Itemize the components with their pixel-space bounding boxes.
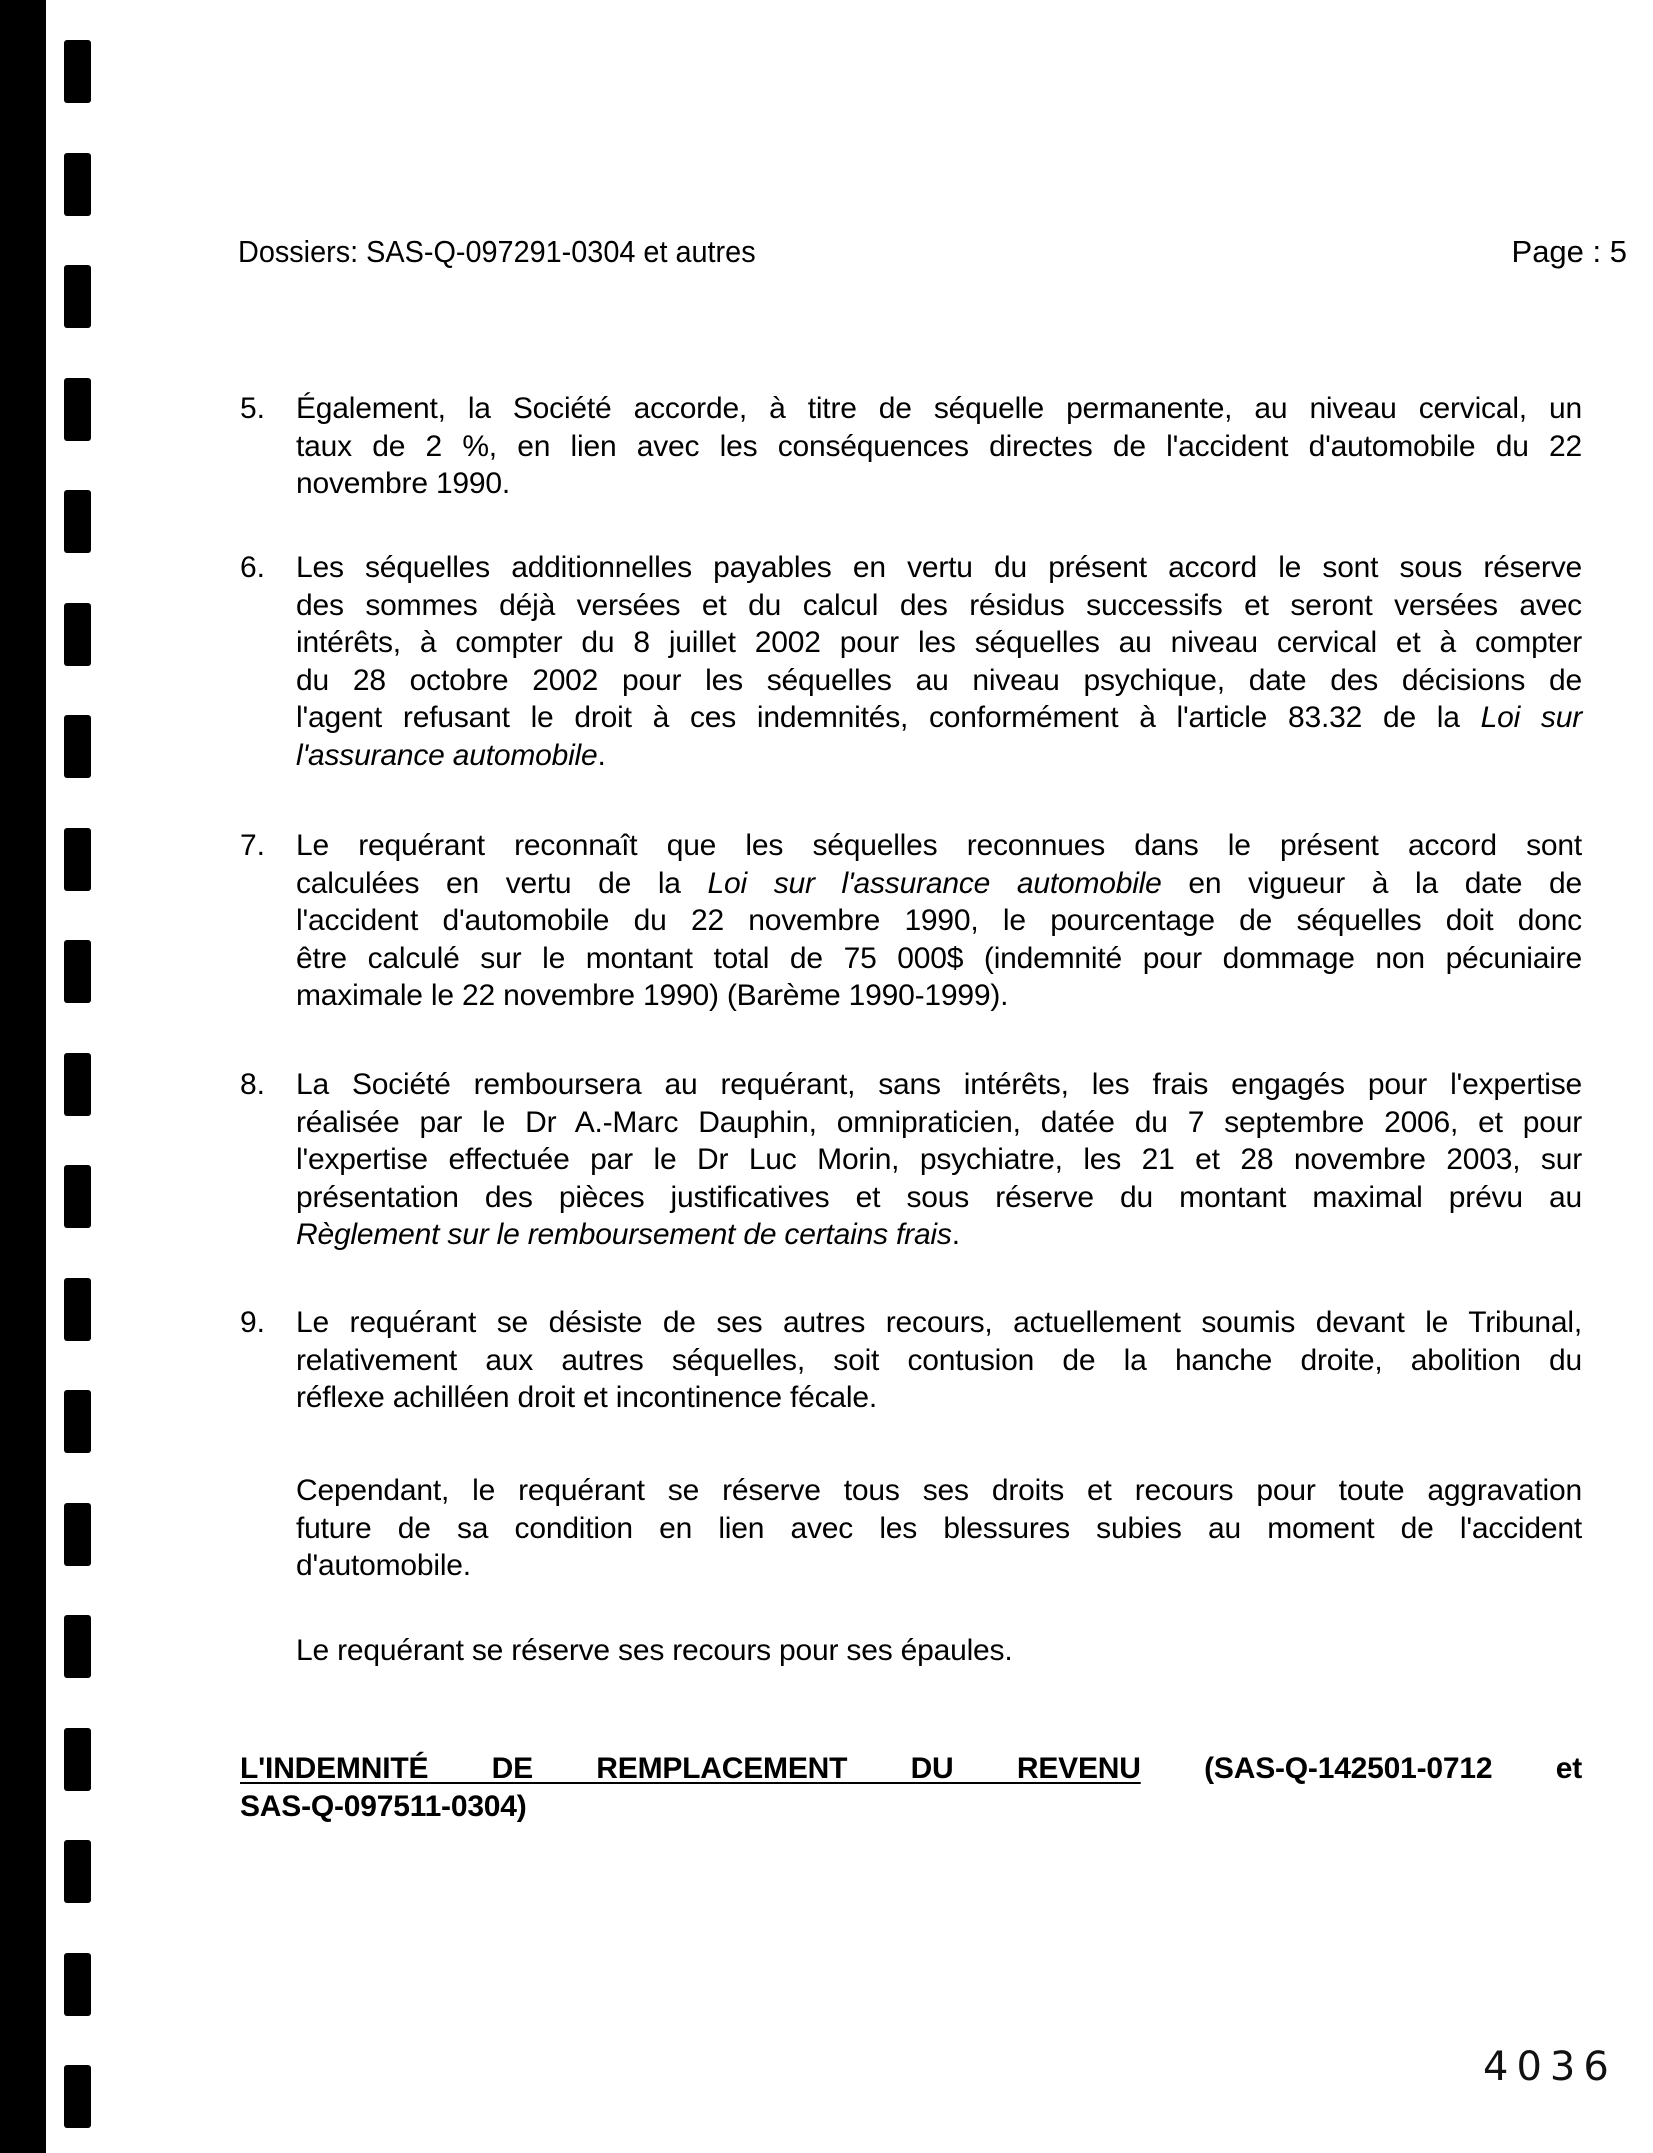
text-line: du 28 octobre 2002 pour les séquelles au niveau psychique, date des décisions de: [296, 663, 1582, 697]
text-line: [296, 699, 1582, 737]
text-fragment: .: [951, 1218, 960, 1252]
text-line: Le requérant reconnaît que les séquelles reconnues dans le présent accord sont: [296, 829, 1582, 862]
heading-reference: (SAS-Q-142501-0712 et: [1204, 1752, 1583, 1785]
regulation-title: Règlement sur le remboursement de certains frais: [296, 1218, 952, 1252]
text-line: relativement aux autres séquelles, soit contusion de la hanche droite, abolition du: [296, 1343, 1582, 1377]
text-line: [296, 1216, 1582, 1254]
item-text: [296, 549, 1582, 775]
text-line: Également, la Société accorde, à titre de séquelle permanente, au niveau cervical, un: [296, 392, 1582, 425]
text-line: Les séquelles additionnelles payables en vertu du présent accord le sont sous réserve: [296, 551, 1582, 584]
paragraph-text: [296, 1632, 1582, 1670]
item-number: 6.: [240, 551, 266, 584]
text-line: novembre 1990.: [296, 467, 511, 501]
text-line: maximale le 22 novembre 1990) (Barème 1990-1999).: [296, 979, 1009, 1013]
heading-line: [240, 1750, 1582, 1788]
item-number: 8.: [240, 1068, 266, 1101]
text-line: l'accident d'automobile du 22 novembre 1990, le pourcentage de séquelles doit donc: [296, 904, 1582, 938]
text-line: l'expertise effectuée par le Dr Luc Morin, psychiatre, les 21 et 28 novembre 2003, sur: [296, 1143, 1582, 1177]
text-line: Cependant, le requérant se réserve tous ses droits et recours pour toute aggravation: [296, 1474, 1582, 1507]
text-line: des sommes déjà versées et du calcul des résidus successifs et seront versées avec: [296, 588, 1582, 622]
text-line: réalisée par le Dr A.-Marc Dauphin, omnipraticien, datée du 7 septembre 2006, et pour: [296, 1105, 1582, 1139]
text-line: La Société remboursera au requérant, sans intérêts, les frais engagés pour l'expertise: [296, 1068, 1582, 1101]
page-number: Page : 5: [1511, 234, 1627, 269]
text-line: Le requérant se désiste de ses autres recours, actuellement soumis devant le Tribunal,: [296, 1306, 1582, 1339]
text-fragment: en vigueur à la date de: [1188, 866, 1582, 900]
law-title: Loi sur l'assurance automobile: [707, 866, 1162, 900]
item-number: 5.: [240, 392, 266, 425]
heading-line: SAS-Q-097511-0304): [240, 1789, 527, 1823]
text-line: réflexe achilléen droit et incontinence fécale.: [296, 1381, 877, 1415]
stamped-page-number: 4036: [1483, 2044, 1617, 2090]
section-heading: [240, 1750, 1582, 1825]
text-line: future de sa condition en lien avec les blessures subies au moment de l'accident: [296, 1511, 1582, 1545]
law-title-fragment: Loi sur: [1480, 701, 1582, 735]
text-line: [296, 865, 1582, 903]
text-fragment: l'agent refusant le droit à ces indemnités, conformément à l'article 83.32 de la: [296, 701, 1460, 735]
text-line: d'automobile.: [296, 1549, 471, 1583]
text-fragment: .: [597, 738, 606, 772]
text-line: taux de 2 %, en lien avec les conséquences directes de l'accident d'automobile du 22: [296, 429, 1582, 463]
text-fragment: calculées en vertu de la: [296, 866, 681, 900]
text-line: présentation des pièces justificatives et sous réserve du montant maximal prévu au: [296, 1180, 1582, 1214]
file-reference: Dossiers: SAS-Q-097291-0304 et autres: [238, 234, 756, 269]
item-number: 9.: [240, 1306, 266, 1339]
item-text: [296, 1304, 1582, 1417]
text-line: Le requérant se réserve ses recours pour ses épaules.: [296, 1634, 1013, 1667]
law-title-fragment: l'assurance automobile: [296, 738, 598, 772]
heading-title: L'INDEMNITÉ DE REMPLACEMENT DU REVENU: [240, 1752, 1141, 1785]
item-text: [296, 390, 1582, 503]
paragraph-text: [296, 1472, 1582, 1585]
text-line: être calculé sur le montant total de 75 000$ (indemnité pour dommage non pécuniaire: [296, 941, 1582, 975]
item-number: 7.: [240, 829, 266, 862]
item-text: [296, 1066, 1582, 1254]
text-line: [296, 737, 1582, 775]
text-line: intérêts, à compter du 8 juillet 2002 pour les séquelles au niveau cervical et à compter: [296, 626, 1582, 660]
item-text: [296, 827, 1582, 1015]
